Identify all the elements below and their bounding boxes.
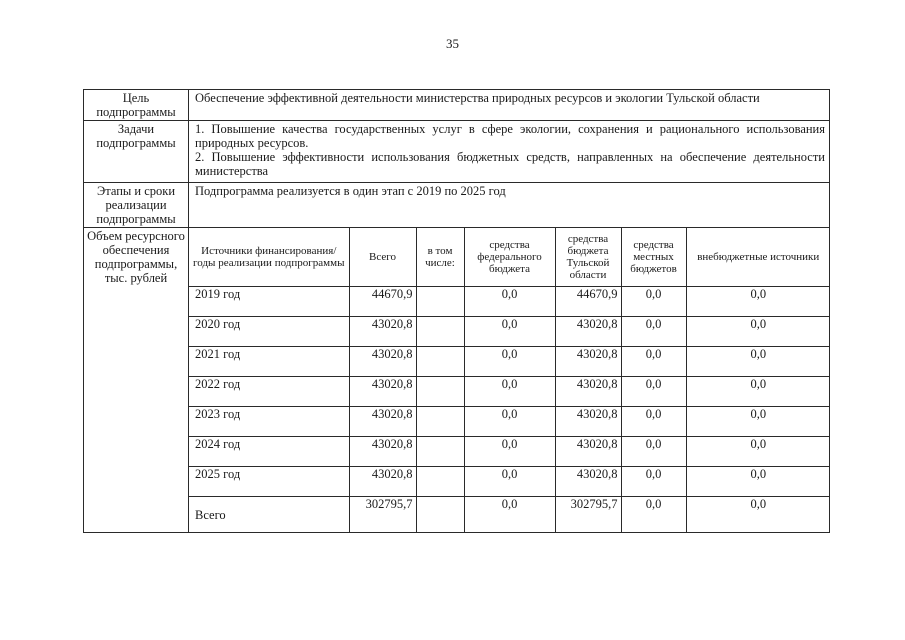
row-including bbox=[416, 287, 464, 317]
row-including bbox=[416, 497, 464, 533]
row-federal: 0,0 bbox=[464, 407, 555, 437]
row-federal: 0,0 bbox=[464, 437, 555, 467]
row-total: 43020,8 bbox=[349, 377, 416, 407]
row-extrabudgetary: 0,0 bbox=[686, 437, 830, 467]
row-year: 2023 год bbox=[189, 407, 349, 437]
financing-row bbox=[84, 228, 830, 533]
table-row bbox=[189, 287, 830, 317]
row-local: 0,0 bbox=[621, 347, 686, 377]
row-including bbox=[416, 347, 464, 377]
row-total: 44670,9 bbox=[349, 287, 416, 317]
stages-text: Подпрограмма реализуется в один этап с 2019 по 2025 год bbox=[189, 183, 830, 228]
row-extrabudgetary: 0,0 bbox=[686, 317, 830, 347]
table-row-total bbox=[189, 497, 830, 533]
financing-header-row bbox=[189, 228, 830, 287]
table-row bbox=[189, 347, 830, 377]
row-federal: 0,0 bbox=[464, 467, 555, 497]
row-including bbox=[416, 317, 464, 347]
row-year: 2024 год bbox=[189, 437, 349, 467]
table-row bbox=[189, 437, 830, 467]
table-row bbox=[189, 467, 830, 497]
row-including bbox=[416, 437, 464, 467]
row-year: 2022 год bbox=[189, 377, 349, 407]
goal-text: Обеспечение эффективной деятельности министерства природных ресурсов и экологии Тульской области bbox=[189, 90, 830, 121]
row-local: 0,0 bbox=[621, 437, 686, 467]
row-regional: 43020,8 bbox=[555, 467, 621, 497]
financing-table bbox=[189, 228, 830, 532]
row-extrabudgetary: 0,0 bbox=[686, 467, 830, 497]
row-federal: 0,0 bbox=[464, 377, 555, 407]
row-including bbox=[416, 467, 464, 497]
header-regional: средства бюджета Тульской области bbox=[555, 228, 621, 287]
task-item-1: 1. Повышение качества государственных услуг в сфере экологии, сохранения и рационального использования природных ресурсов. bbox=[195, 122, 825, 150]
row-federal: 0,0 bbox=[464, 347, 555, 377]
header-extrabudgetary: внебюджетные источники bbox=[686, 228, 830, 287]
table-row bbox=[189, 317, 830, 347]
row-year: 2021 год bbox=[189, 347, 349, 377]
stages-label: Этапы и сроки реализации подпрограммы bbox=[84, 183, 189, 228]
row-regional: 43020,8 bbox=[555, 317, 621, 347]
row-year: Всего bbox=[189, 497, 349, 533]
row-regional: 302795,7 bbox=[555, 497, 621, 533]
row-regional: 43020,8 bbox=[555, 407, 621, 437]
tasks-label: Задачи подпрограммы bbox=[84, 121, 189, 183]
row-local: 0,0 bbox=[621, 377, 686, 407]
header-federal: средства федерального бюджета bbox=[464, 228, 555, 287]
row-local: 0,0 bbox=[621, 467, 686, 497]
row-local: 0,0 bbox=[621, 497, 686, 533]
table-row bbox=[189, 377, 830, 407]
page-number: 35 bbox=[446, 36, 459, 51]
row-federal: 0,0 bbox=[464, 287, 555, 317]
header-local: средства местных бюджетов bbox=[621, 228, 686, 287]
row-regional: 44670,9 bbox=[555, 287, 621, 317]
row-year: 2020 год bbox=[189, 317, 349, 347]
subprogram-passport-table bbox=[83, 89, 830, 533]
header-including: в том числе: bbox=[416, 228, 464, 287]
row-federal: 0,0 bbox=[464, 497, 555, 533]
row-year: 2019 год bbox=[189, 287, 349, 317]
tasks-row bbox=[84, 121, 830, 183]
row-total: 302795,7 bbox=[349, 497, 416, 533]
row-total: 43020,8 bbox=[349, 467, 416, 497]
financing-cell bbox=[189, 228, 830, 533]
row-extrabudgetary: 0,0 bbox=[686, 347, 830, 377]
row-total: 43020,8 bbox=[349, 317, 416, 347]
stages-row bbox=[84, 183, 830, 228]
row-local: 0,0 bbox=[621, 407, 686, 437]
row-extrabudgetary: 0,0 bbox=[686, 287, 830, 317]
row-federal: 0,0 bbox=[464, 317, 555, 347]
task-item-2: 2. Повышение эффективности использования бюджетных средств, направленных на обеспечение деятельности министерства bbox=[195, 150, 825, 178]
row-total: 43020,8 bbox=[349, 347, 416, 377]
goal-row bbox=[84, 90, 830, 121]
row-regional: 43020,8 bbox=[555, 347, 621, 377]
row-year: 2025 год bbox=[189, 467, 349, 497]
header-total: Всего bbox=[349, 228, 416, 287]
row-including bbox=[416, 377, 464, 407]
row-extrabudgetary: 0,0 bbox=[686, 497, 830, 533]
row-local: 0,0 bbox=[621, 287, 686, 317]
row-extrabudgetary: 0,0 bbox=[686, 377, 830, 407]
row-regional: 43020,8 bbox=[555, 377, 621, 407]
row-local: 0,0 bbox=[621, 317, 686, 347]
row-extrabudgetary: 0,0 bbox=[686, 407, 830, 437]
row-including bbox=[416, 407, 464, 437]
table-row bbox=[189, 407, 830, 437]
header-sources: Источники финансирования/ годы реализации подпрограммы bbox=[189, 228, 349, 287]
goal-label: Цель подпрограммы bbox=[84, 90, 189, 121]
row-total: 43020,8 bbox=[349, 437, 416, 467]
financing-label: Объем ресурсного обеспечения подпрограммы, тыс. рублей bbox=[84, 228, 189, 533]
row-regional: 43020,8 bbox=[555, 437, 621, 467]
row-total: 43020,8 bbox=[349, 407, 416, 437]
tasks-text bbox=[189, 121, 830, 183]
